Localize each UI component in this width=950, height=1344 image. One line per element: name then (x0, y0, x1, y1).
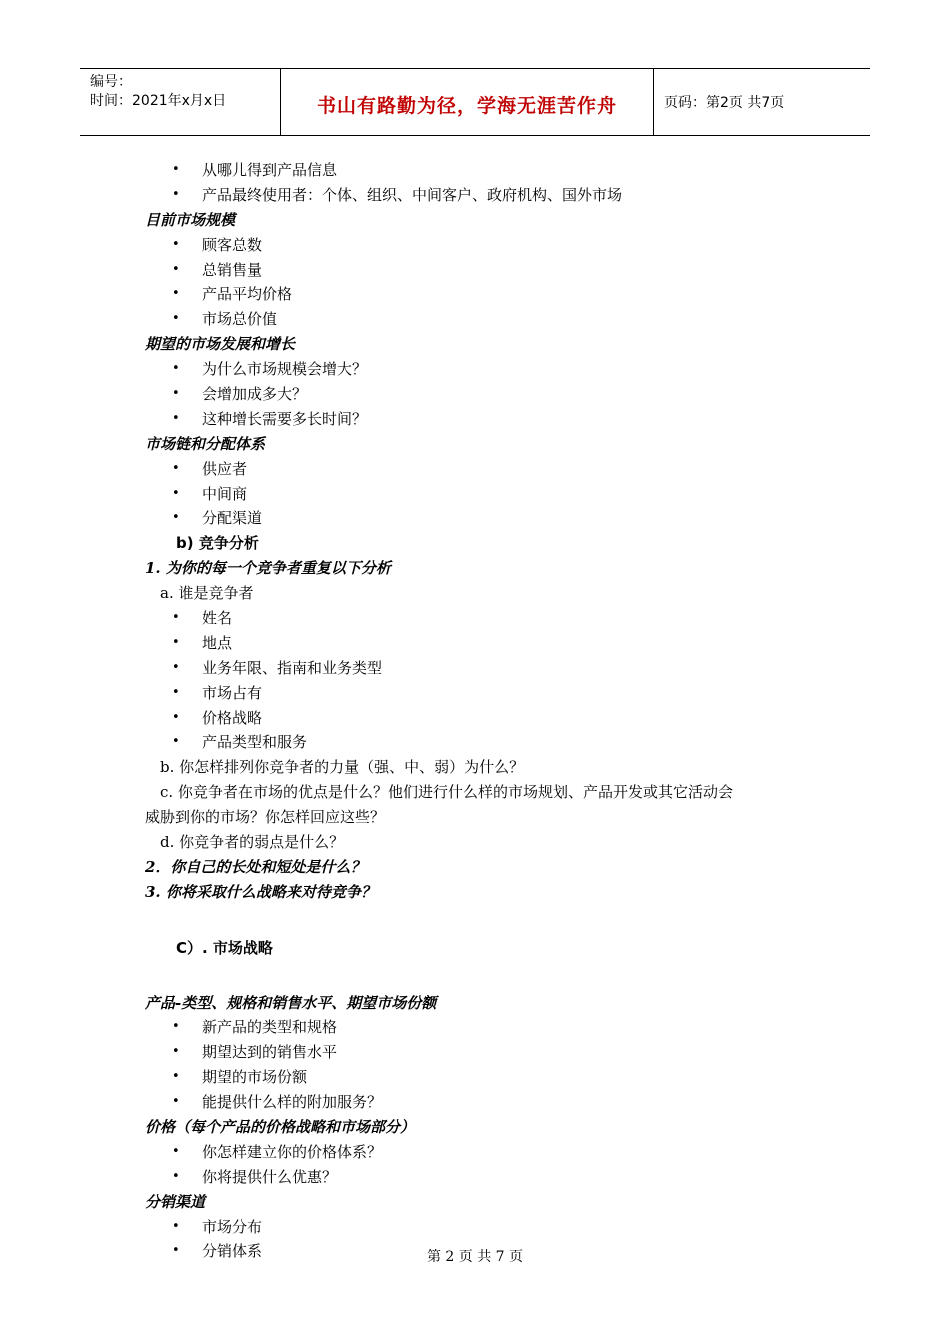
list-item-text: 产品类型和服务 (202, 733, 308, 752)
document-body (145, 158, 825, 1264)
list-item-text: 为什么市场规模会增大？ (202, 360, 368, 379)
section-heading: 期望的市场发展和增长 (145, 335, 296, 354)
list-item (145, 1015, 825, 1040)
list-item-text: 业务年限、指南和业务类型 (202, 658, 383, 677)
bullet-icon: • (172, 361, 180, 377)
bullet-icon: • (172, 186, 180, 202)
paragraph-line: 威胁到你的市场？你怎样回应这些？ (145, 808, 386, 827)
list-item (145, 1215, 825, 1240)
list-item (145, 457, 825, 482)
list-item-text: 总销售量 (202, 260, 263, 279)
bullet-icon: • (172, 1143, 180, 1159)
bullet-icon: • (172, 1218, 180, 1234)
list-item (145, 606, 825, 631)
bullet-icon: • (172, 610, 180, 626)
subsection-title: C）. 市场战略 (176, 938, 273, 957)
list-item (145, 706, 825, 731)
bullet-icon: • (172, 709, 180, 725)
list-item (145, 1065, 825, 1090)
list-item (145, 183, 825, 208)
list-item-text: 地点 (202, 633, 233, 652)
bullet-icon: • (172, 1168, 180, 1184)
bullet-icon: • (172, 659, 180, 675)
list-item (145, 158, 825, 183)
section-heading: 1. 为你的每一个竞争者重复以下分析 (145, 559, 391, 578)
question-line: d. 你竞争者的弱点是什么？ (160, 833, 345, 852)
list-item (145, 681, 825, 706)
bullet-icon: • (172, 460, 180, 476)
list-item-text: 供应者 (202, 459, 248, 478)
bullet-icon: • (172, 684, 180, 700)
list-item (145, 631, 825, 656)
list-item-text: 会增加成多大？ (202, 385, 308, 404)
bullet-icon: • (172, 162, 180, 177)
section-heading: 产品-类型、规格和销售水平、期望市场份额 (145, 993, 437, 1012)
list-item-text: 姓名 (202, 609, 233, 628)
section-heading: 3. 你将采取什么战略来对待竞争？ (145, 882, 376, 901)
bullet-icon: • (172, 236, 180, 252)
list-item (145, 382, 825, 407)
document-date-label: 时间：2021年x月x日 (90, 93, 227, 109)
question-line: a. 谁是竞争者 (160, 584, 254, 603)
list-item-text: 这种增长需要多长时间？ (202, 409, 368, 428)
bullet-icon: • (172, 311, 180, 327)
bullet-icon: • (172, 261, 180, 277)
subsection-title: b) 竞争分析 (176, 534, 259, 553)
bullet-icon: • (172, 1069, 180, 1085)
list-item (145, 1090, 825, 1115)
header-meta (80, 69, 281, 135)
header-page-number: 页码：第2页 共7页 (664, 95, 785, 111)
list-item-text: 分配渠道 (202, 509, 263, 528)
bullet-icon: • (172, 410, 180, 426)
header-motto: 书山有路勤为径，学海无涯苦作舟 (281, 69, 654, 135)
question-line: b. 你怎样排列你竞争者的力量（强、中、弱）为什么？ (160, 758, 525, 777)
bullet-icon: • (172, 485, 180, 501)
bullet-icon: • (172, 1243, 180, 1259)
document-number-label: 编号： (90, 74, 132, 90)
page-footer: 第 2 页 共 7 页 (426, 1249, 524, 1265)
list-item-text: 你将提供什么优惠？ (202, 1167, 338, 1186)
list-item (145, 282, 825, 307)
list-item-text: 能提供什么样的附加服务？ (202, 1093, 383, 1112)
list-item-text: 分销体系 (202, 1242, 263, 1261)
section-heading: 目前市场规模 (145, 210, 236, 229)
list-item-text: 从哪儿得到产品信息 (202, 161, 338, 179)
list-item (145, 730, 825, 755)
bullet-icon: • (172, 634, 180, 650)
list-item (145, 1140, 825, 1165)
section-heading: 价格（每个产品的价格战略和市场部分） (145, 1117, 416, 1136)
section-heading: 分销渠道 (145, 1192, 206, 1211)
bullet-icon: • (172, 1019, 180, 1035)
page-header (80, 68, 870, 136)
bullet-icon: • (172, 1044, 180, 1060)
list-item-text: 产品平均价格 (202, 285, 293, 304)
list-item-text: 市场占有 (202, 683, 263, 702)
bullet-icon: • (172, 386, 180, 402)
list-item-text: 新产品的类型和规格 (202, 1018, 338, 1037)
bullet-icon: • (172, 1094, 180, 1110)
bullet-icon: • (172, 286, 180, 302)
list-item-text: 你怎样建立你的价格体系？ (202, 1142, 383, 1161)
list-item-text: 期望达到的销售水平 (202, 1043, 338, 1062)
list-item (145, 233, 825, 258)
list-item (145, 407, 825, 432)
bullet-icon: • (172, 510, 180, 526)
list-item-text: 市场总价值 (202, 310, 278, 329)
list-item (145, 307, 825, 332)
blank-line (145, 966, 825, 991)
blank-line (145, 905, 825, 930)
list-item-text: 产品最终使用者：个体、组织、中间客户、政府机构、国外市场 (202, 185, 623, 204)
list-item (145, 1165, 825, 1190)
list-item-text: 顾客总数 (202, 235, 263, 254)
list-item-text: 市场分布 (202, 1217, 263, 1236)
list-item-text: 中间商 (202, 484, 248, 503)
bullet-icon: • (172, 734, 180, 750)
question-line: c. 你竞争者在市场的优点是什么？他们进行什么样的市场规划、产品开发或其它活动会 (160, 783, 733, 802)
list-item (145, 1040, 825, 1065)
list-item-text: 期望的市场份额 (202, 1068, 308, 1087)
list-item (145, 656, 825, 681)
list-item (145, 258, 825, 283)
section-heading: 市场链和分配体系 (145, 434, 266, 453)
list-item (145, 357, 825, 382)
list-item (145, 506, 825, 531)
list-item (145, 482, 825, 507)
list-item-text: 价格战略 (202, 708, 263, 727)
section-heading: 2．你自己的长处和短处是什么？ (145, 857, 366, 876)
